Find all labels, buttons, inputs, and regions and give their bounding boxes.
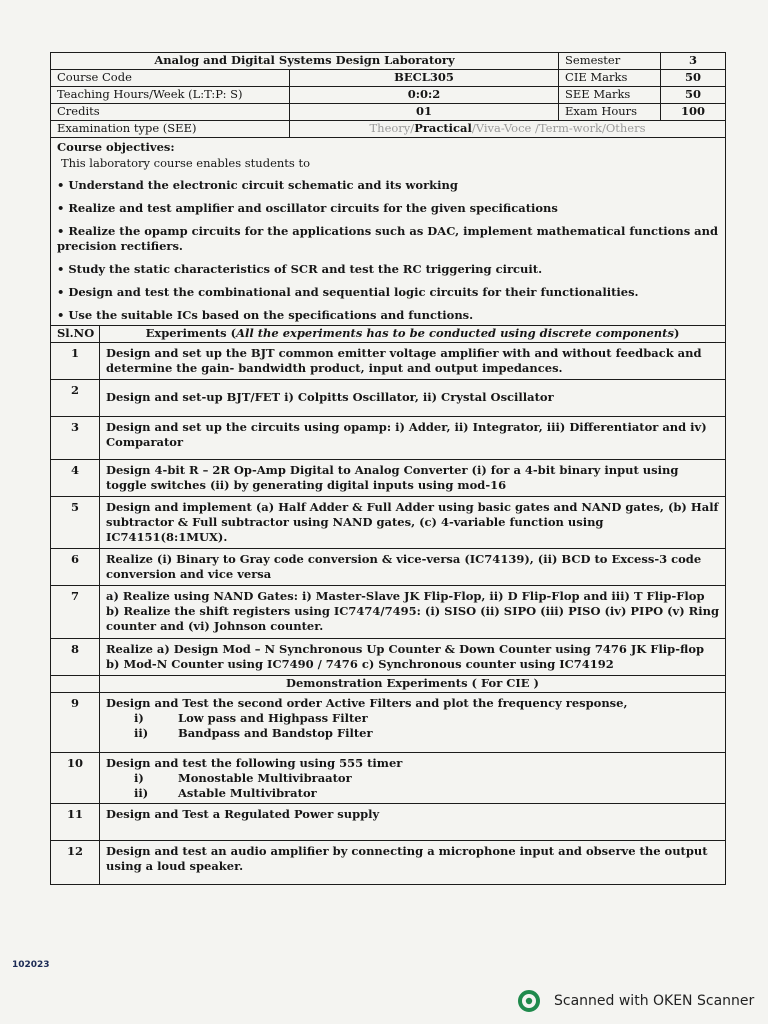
demo-experiment <box>100 693 726 753</box>
demonstration-heading: Demonstration Experiments ( For CIE ) <box>100 676 726 693</box>
experiment-number: 10 <box>51 753 100 804</box>
experiment-number: 11 <box>51 804 100 841</box>
objective-item: • Study the static characteristics of SCR and test the RC triggering circuit. <box>57 262 543 276</box>
sub-item <box>106 771 719 786</box>
sub-item-text: Low pass and Highpass Filter <box>178 711 368 725</box>
exam-type-value <box>290 121 726 138</box>
experiment-text-content: Design and set up the circuits using opamp: i) Adder, ii) Integrator, iii) Differentiator and iv) Comparator <box>106 420 707 449</box>
scanner-watermark <box>518 990 754 1012</box>
experiment-number: 2 <box>51 380 100 417</box>
sub-item-text: Bandpass and Bandstop Filter <box>178 726 373 740</box>
course-code-label: Course Code <box>51 70 290 87</box>
experiment-text: a) Realize using NAND Gates: i) Master-Slave JK Flip-Flop, ii) D Flip-Flop and iii) T Flip-Flop b) Realize the shift registers using IC7474/7495: (i) SISO (ii) SIPO (iii) PISO (iv) PIPO (v) Ring counter and (vi) Johnson counter. <box>100 586 726 639</box>
see-marks-label: SEE Marks <box>559 87 661 104</box>
experiment-text: Design and Test a Regulated Power supply <box>100 804 726 841</box>
demo-heading-spacer <box>51 676 100 693</box>
exam-hours-label: Exam Hours <box>559 104 661 121</box>
course-code-value: BECL305 <box>290 70 559 87</box>
experiment-text: Design 4-bit R – 2R Op-Amp Digital to Analog Converter (i) for a 4-bit binary input using toggle switches (ii) by generating digital inputs using mod-16 <box>100 460 726 497</box>
experiment-text <box>100 380 726 417</box>
objective-item: • Design and test the combinational and sequential logic circuits for their functionalities. <box>57 285 639 299</box>
cie-marks-label: CIE Marks <box>559 70 661 87</box>
course-objectives <box>51 138 726 326</box>
experiments-heading-note: All the experiments has to be conducted using discrete components <box>236 326 674 340</box>
experiment-number: 5 <box>51 497 100 549</box>
semester-label: Semester <box>559 53 661 70</box>
document-id: 102023 <box>12 960 50 970</box>
teaching-hours-value: 0:0:2 <box>290 87 559 104</box>
experiment-number: 8 <box>51 639 100 676</box>
cie-marks-value: 50 <box>661 70 726 87</box>
sub-item <box>106 786 719 801</box>
sub-item <box>106 726 719 741</box>
experiments-heading-close: ) <box>673 326 680 340</box>
sub-item-number: i) <box>134 711 144 725</box>
sub-item-number: ii) <box>134 786 149 800</box>
experiment-text <box>100 417 726 460</box>
experiment-text: Design and Test the second order Active Filters and plot the frequency response, <box>106 696 628 710</box>
sub-item-number: ii) <box>134 726 149 740</box>
experiment-number: 6 <box>51 549 100 586</box>
experiment-number: 1 <box>51 343 100 380</box>
experiment-text: Design and implement (a) Half Adder & Full Adder using basic gates and NAND gates, (b) Half subtractor & Full subtractor using NAND gates, (c) 4-variable function using IC74151(8:1MUX). <box>100 497 726 549</box>
sub-item <box>106 711 719 726</box>
syllabus-sheet <box>50 52 725 885</box>
experiments-heading <box>100 326 726 343</box>
experiment-text: Design and test an audio amplifier by connecting a microphone input and observe the output using a loud speaker. <box>100 841 726 885</box>
experiment-text: Realize a) Design Mod – N Synchronous Up Counter & Down Counter using 7476 JK Flip-flop b) Mod-N Counter using IC7490 / 7476 c) Synchronous counter using IC74192 <box>100 639 726 676</box>
course-info-table <box>50 52 726 326</box>
experiment-number: 12 <box>51 841 100 885</box>
objective-item: • Understand the electronic circuit schematic and its working <box>57 178 458 192</box>
experiment-number: 7 <box>51 586 100 639</box>
teaching-hours-label: Teaching Hours/Week (L:T:P: S) <box>51 87 290 104</box>
exam-hours-value: 100 <box>661 104 726 121</box>
scanner-text: Scanned with OKEN Scanner <box>554 993 755 1009</box>
credits-value: 01 <box>290 104 559 121</box>
objectives-title: Course objectives: <box>57 140 175 154</box>
experiment-text: Design and test the following using 555 timer <box>106 756 403 770</box>
exam-type-selected: Practical <box>414 121 472 135</box>
exam-type-before: Theory/ <box>369 121 415 135</box>
course-title: Analog and Digital Systems Design Laboratory <box>51 53 559 70</box>
objective-item: • Realize and test amplifier and oscillator circuits for the given specifications <box>57 201 558 215</box>
demo-experiment <box>100 753 726 804</box>
experiments-table <box>50 326 726 885</box>
sub-item-number: i) <box>134 771 144 785</box>
slno-header: Sl.NO <box>51 326 100 343</box>
experiments-heading-main: Experiments ( <box>145 326 237 340</box>
experiment-text: Realize (i) Binary to Gray code conversion & vice-versa (IC74139), (ii) BCD to Excess-3 code conversion and vice versa <box>100 549 726 586</box>
experiment-number: 9 <box>51 693 100 753</box>
experiment-text-content: Design and set-up BJT/FET i) Colpitts Oscillator, ii) Crystal Oscillator <box>106 390 554 404</box>
experiment-number: 3 <box>51 417 100 460</box>
semester-value: 3 <box>661 53 726 70</box>
objectives-intro: This laboratory course enables students to <box>61 156 311 170</box>
see-marks-value: 50 <box>661 87 726 104</box>
experiment-text: Design and set up the BJT common emitter voltage amplifier with and without feedback and determine the gain- bandwidth product, input and output impedances. <box>100 343 726 380</box>
sub-item-text: Monostable Multivibraator <box>178 771 352 785</box>
exam-type-after: /Viva-Voce /Term-work/Others <box>471 121 646 135</box>
objective-item: • Realize the opamp circuits for the applications such as DAC, implement mathematical functions and precision rectifiers. <box>57 224 719 253</box>
sub-item-text: Astable Multivibrator <box>178 786 317 800</box>
experiment-number: 4 <box>51 460 100 497</box>
credits-label: Credits <box>51 104 290 121</box>
exam-type-label: Examination type (SEE) <box>51 121 290 138</box>
objective-item: • Use the suitable ICs based on the specifications and functions. <box>57 308 474 322</box>
oken-scanner-logo-icon <box>518 990 540 1012</box>
